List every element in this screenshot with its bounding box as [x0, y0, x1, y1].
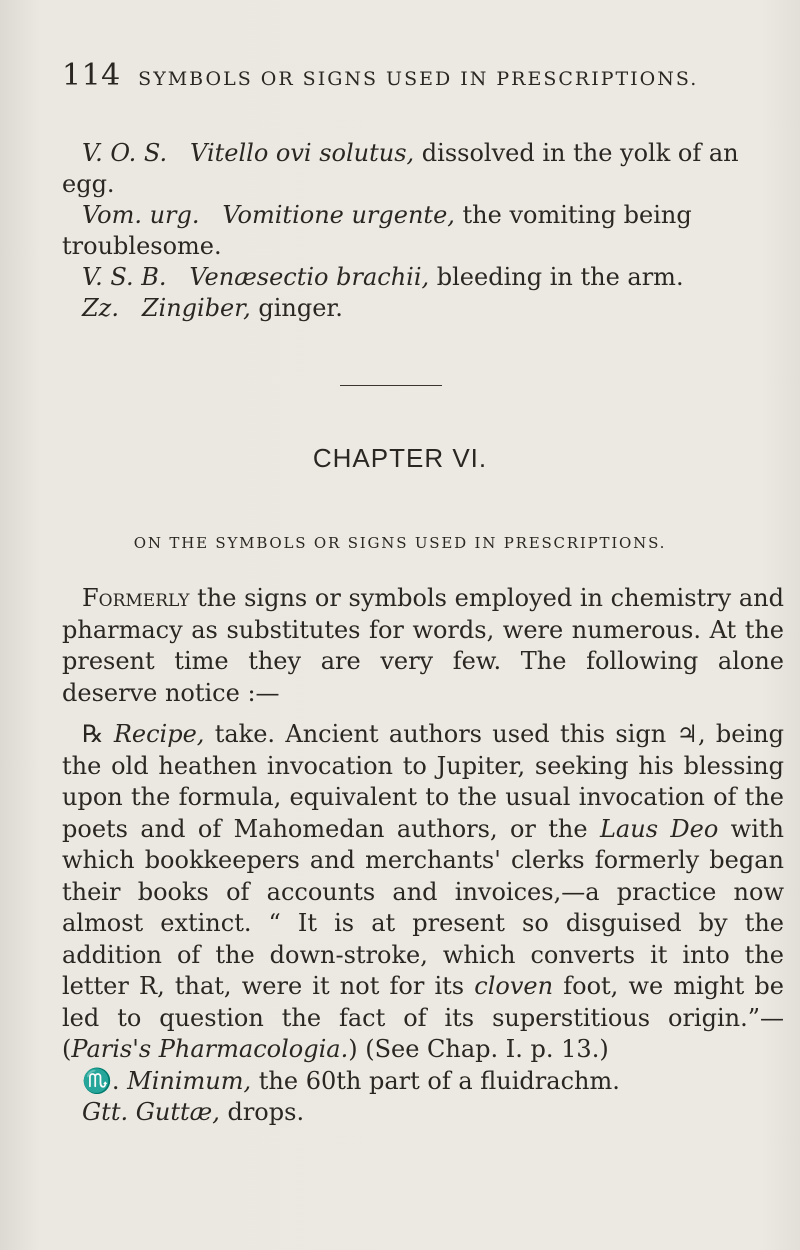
abbreviation-list	[62, 138, 782, 324]
minim-symbol: ♏.	[82, 1066, 120, 1095]
chapter-subtitle: ON THE SYMBOLS OR SIGNS USED IN PRESCRIPTIONS.	[133, 534, 667, 552]
abbreviation-entry: Vom. urg. Vomitione urgente, the vomiting being troublesome.	[62, 201, 692, 260]
abbreviation-entry: V. O. S. Vitello ovi solutus, dissolved in the yolk of an egg.	[62, 139, 739, 198]
chapter-title: CHAPTER VI.	[312, 443, 488, 473]
page-number: 114	[62, 58, 121, 93]
paragraph: Formerly the signs or symbols employed in chemistry and pharmacy as substitutes for words, were numerous. At the present time they are very few. The following alone deserve notice :—	[62, 584, 784, 707]
recipe-symbol: ℞	[82, 720, 104, 748]
paragraph: ℞ Recipe, take. Ancient authors used this sign ♃, being the old heathen invocation to Jupiter, seeking his blessing upon the formula, equivalent to the usual invocation of the poets and of Mahomedan authors, or the Laus Deo with which bookkeepers and merchants' clerks formerly began their books of accounts and invoices,—a practice now almost extinct. “ It is at present so disguised by the addition of the down-stroke, which converts it into the letter R, that, were it not for its cloven foot, we might be led to question the fact of its superstitious origin.”—(Paris's Pharmacologia.) (See Chap. I. p. 13.)	[62, 720, 785, 1063]
body-text	[62, 583, 784, 1129]
abbreviation-entry: V. S. B. Venæsectio brachii, bleeding in the arm.	[82, 263, 684, 291]
abbreviation-entry: Zz. Zingiber, ginger.	[82, 294, 343, 322]
running-header	[62, 58, 762, 93]
guttae-entry: Gtt. Guttæ, drops.	[82, 1098, 305, 1126]
minim-entry: ♏. Minimum, the 60th part of a fluidrachm.	[82, 1066, 620, 1095]
running-title: SYMBOLS OR SIGNS USED IN PRESCRIPTIONS.	[138, 68, 699, 90]
section-divider	[340, 385, 442, 386]
